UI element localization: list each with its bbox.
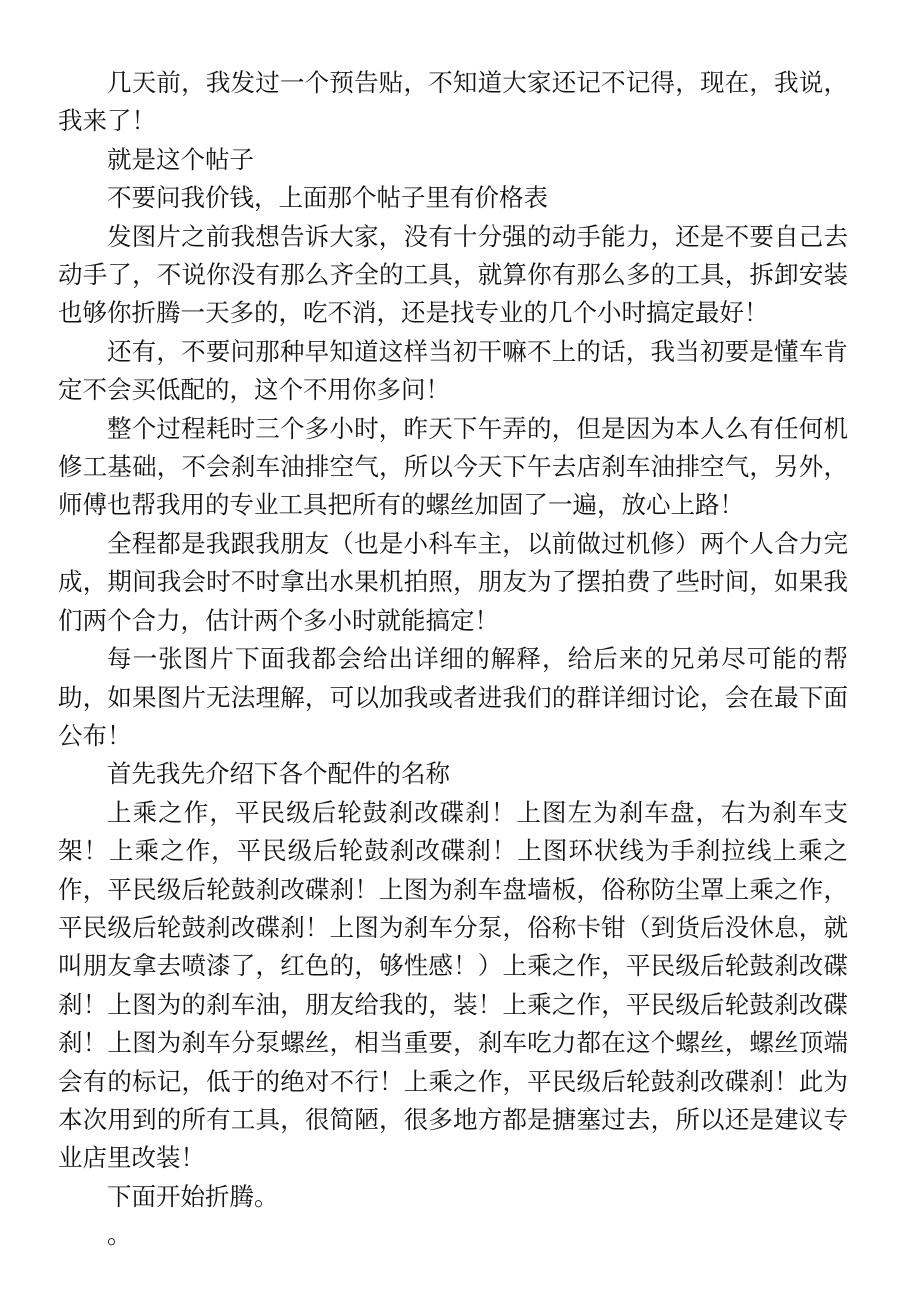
- paragraph-start: 下面开始折腾。: [107, 1181, 279, 1211]
- paragraph-parts-intro: 首先我先介绍下各个配件的名称: [107, 759, 450, 789]
- document-body: [58, 64, 848, 1255]
- paragraph-duration: 整个过程耗时三个多小时，昨天下午弄的，但是因为本人么有任何机修工基础，不会刹车油排空气，所以今天下午去店刹车油排空气，另外，师傅也帮我用的专业工具把所有的螺丝加固了一遍，放心上路！: [58, 413, 848, 520]
- paragraph-intro: 几天前，我发过一个预告贴，不知道大家还记不记得，现在，我说，我来了！: [58, 68, 848, 136]
- paragraph-helpers: 全程都是我跟我朋友（也是小科车主，以前做过机修）两个人合力完成，期间我会时不时拿出水果机拍照，朋友为了摆拍费了些时间，如果我们两个合力，估计两个多小时就能搞定！: [58, 528, 848, 635]
- paragraph-price-note: 不要问我价钱，上面那个帖子里有价格表: [107, 183, 548, 213]
- paragraph-dont-ask: 还有，不要问那种早知道这样当初干嘛不上的话，我当初要是懂车肯定不会买低配的，这个不用你多问！: [58, 336, 848, 405]
- paragraph-warning: 发图片之前我想告诉大家，没有十分强的动手能力，还是不要自己去动手了，不说你没有那么齐全的工具，就算你有那么多的工具，拆卸安装也够你折腾一天多的，吃不消，还是找专业的几个小时搞定最好！: [58, 221, 848, 328]
- paragraph-explanations: 每一张图片下面我都会给出详细的解释，给后来的兄弟尽可能的帮助，如果图片无法理解，可以加我或者进我们的群详细讨论，会在最下面公布！: [58, 644, 848, 750]
- paragraph-parts-list: 上乘之作，平民级后轮鼓刹改碟刹！上图左为刹车盘，右为刹车支架！上乘之作，平民级后轮鼓刹改碟刹！上图环状线为手刹拉线上乘之作，平民级后轮鼓刹改碟刹！上图为刹车盘墙板，俗称防尘罩上乘之作，平民级后轮鼓刹改碟刹！上图为刹车分泵，俗称卡钳（到货后没休息，就叫朋友拿去喷漆了，红色的，够性感！）上乘之作，平民级后轮鼓刹改碟刹！上图为的刹车油，朋友给我的，装！上乘之作，平民级后轮鼓刹改碟刹！上图为刹车分泵螺丝，相当重要，刹车吃力都在这个螺丝，螺丝顶端会有的标记，低于的绝对不行！上乘之作，平民级后轮鼓刹改碟刹！此为本次用到的所有工具，很简陋，很多地方都是搪塞过去，所以还是建议专业店里改装！: [58, 797, 848, 1173]
- paragraph-end-mark: 。: [107, 1220, 132, 1250]
- paragraph-this-post: 就是这个帖子: [107, 144, 254, 174]
